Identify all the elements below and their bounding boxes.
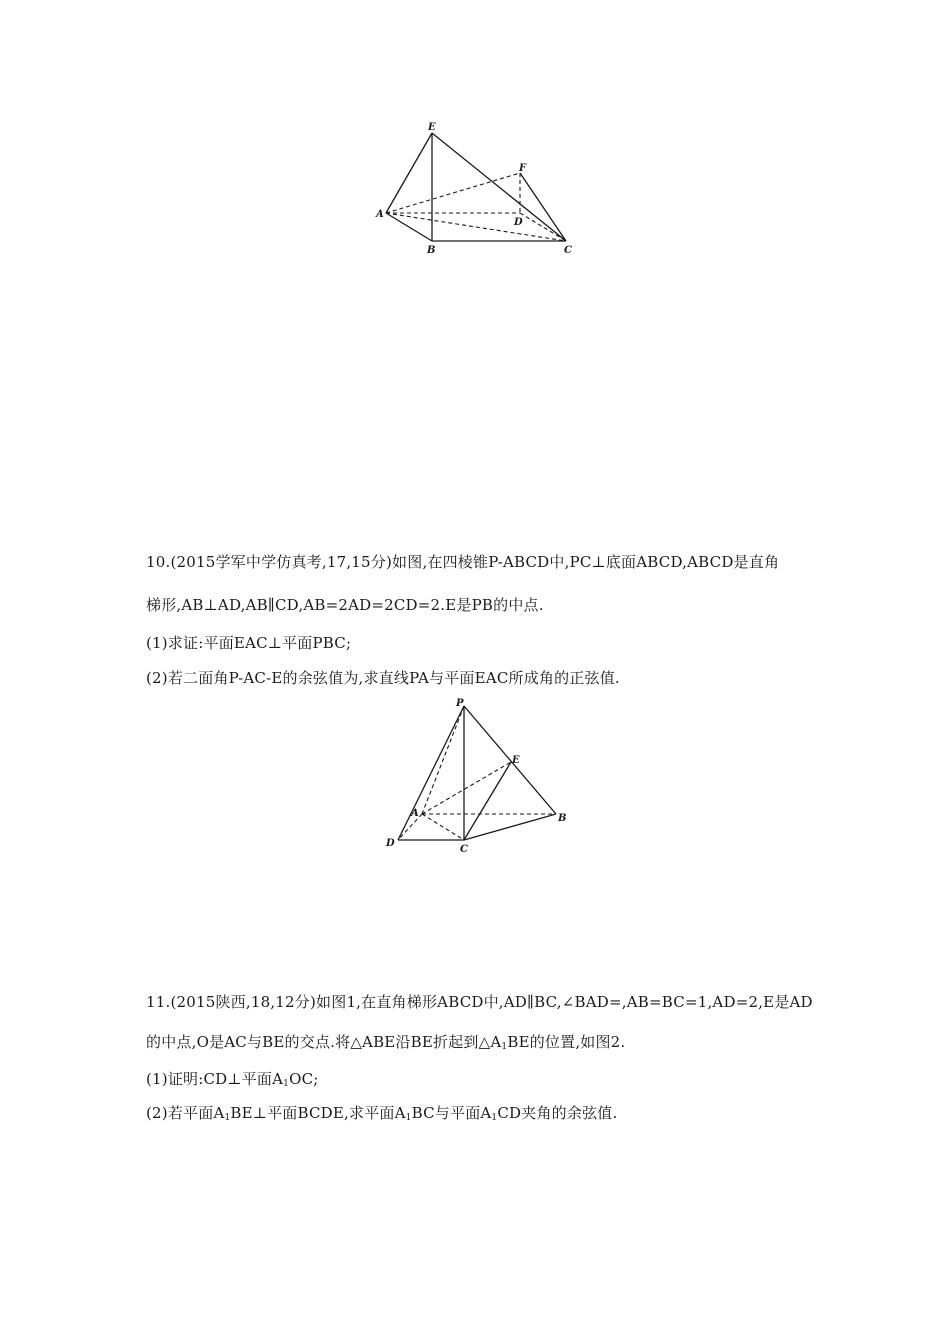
problem11-part1-text-b: OC; (289, 1070, 319, 1088)
subscript-1: 1 (491, 1113, 498, 1123)
problem10-part2: (2)若二面角P-AC-E的余弦值为,求直线PA与平面EAC所成角的正弦值. (146, 669, 620, 687)
subscript-1: 1 (224, 1113, 231, 1123)
label-E: E (512, 755, 520, 766)
problem11-line2-text-a: 的中点,O是AC与BE的交点.将△ABE沿BE折起到△A (146, 1033, 502, 1051)
subscript-1: 1 (405, 1113, 412, 1123)
problem11-part2-text-c: BC与平面A (411, 1104, 492, 1122)
edge-FC (520, 173, 566, 241)
label-C: C (564, 245, 572, 256)
problem11-line1: 11.(2015陕西,18,12分)如图1,在直角梯形ABCD中,AD∥BC,∠BAD=,AB=BC=1,AD=2,E是AD (146, 993, 813, 1011)
problem10-part1: (1)求证:平面EAC⊥平面PBC; (146, 634, 352, 652)
label-D: D (386, 838, 395, 849)
label-F: F (519, 163, 527, 174)
figure-pyramid-pabcd-svg (380, 696, 580, 856)
problem10-line2: 梯形,AB⊥AD,AB∥CD,AB=2AD=2CD=2.E是PB的中点. (146, 596, 544, 614)
edge-EA (386, 133, 432, 213)
figure-pyramid-efabcd (370, 115, 590, 265)
edge-AB (386, 213, 432, 241)
label-B: B (427, 245, 436, 256)
label-B: B (558, 813, 567, 824)
subscript-1: 1 (501, 1042, 508, 1052)
label-E: E (428, 122, 436, 133)
problem11-part1-text-a: (1)证明:CD⊥平面A (146, 1070, 284, 1088)
figure-pyramid-pabcd (380, 696, 580, 856)
label-A: A (411, 808, 419, 819)
problem11-part2 (146, 1102, 617, 1123)
edge-PA (422, 706, 464, 814)
problem11-line2-text-b: BE的位置,如图2. (507, 1033, 626, 1051)
subscript-1: 1 (283, 1079, 290, 1089)
label-C: C (460, 844, 468, 855)
problem11-part2-text-a: (2)若平面A (146, 1104, 225, 1122)
figure-pyramid-efabcd-svg (370, 115, 590, 265)
label-P: P (456, 698, 464, 709)
edge-AE (422, 762, 511, 814)
edge-PB (464, 706, 556, 814)
edge-DC (520, 213, 566, 241)
problem11-part2-text-d: CD夹角的余弦值. (497, 1104, 618, 1122)
label-A: A (376, 209, 384, 220)
edge-AC (386, 213, 566, 241)
problem11-line2 (146, 1031, 625, 1052)
problem11-part1 (146, 1068, 319, 1089)
problem11-part2-text-b: BE⊥平面BCDE,求平面A (230, 1104, 406, 1122)
problem10-line1: 10.(2015学军中学仿真考,17,15分)如图,在四棱锥P-ABCD中,PC⊥底面ABCD,ABCD是直角 (146, 553, 780, 571)
edge-AC (422, 814, 464, 840)
edge-EC (432, 133, 566, 241)
label-D: D (514, 217, 523, 228)
